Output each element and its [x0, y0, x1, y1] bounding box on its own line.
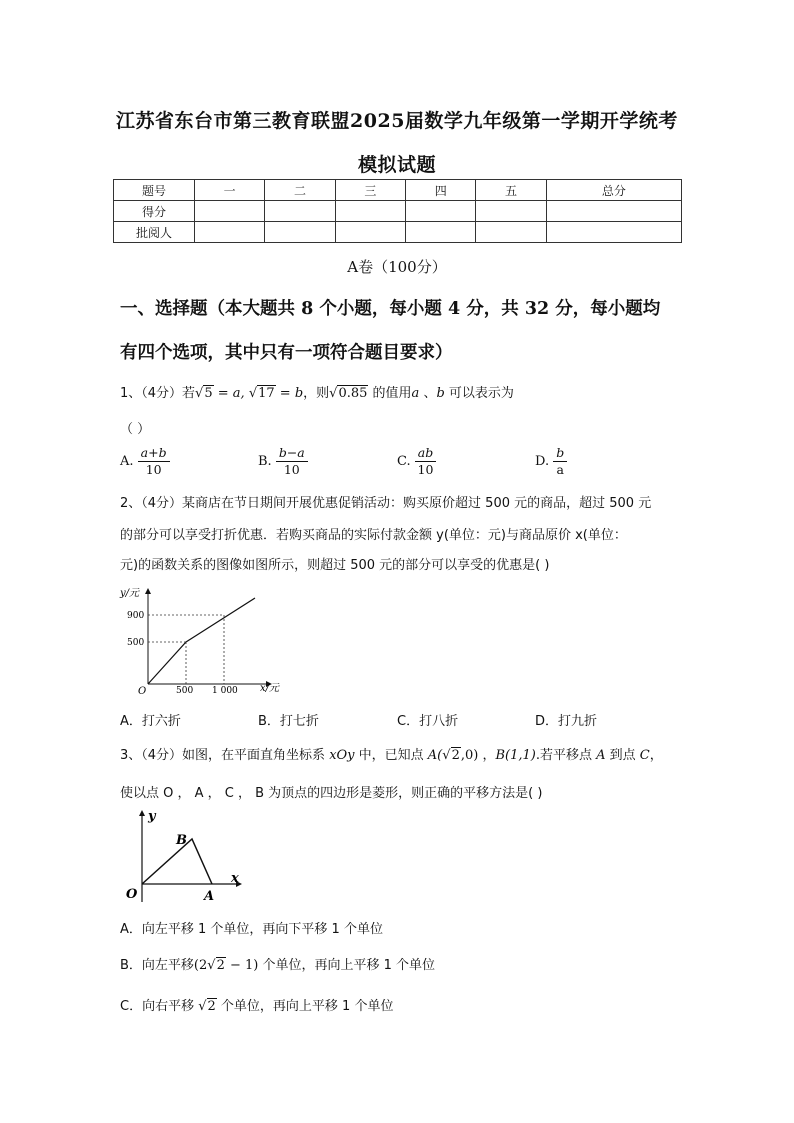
q1-option-b[interactable]: B. $\frac{b-a}{10}$	[258, 445, 308, 478]
reviewer-cell[interactable]	[476, 222, 546, 243]
header-cell: 总分	[546, 180, 681, 201]
part1-heading-line2: 有四个选项，其中只有一项符合题目要求）	[120, 343, 453, 363]
point-b-label: B	[176, 833, 187, 848]
header-cell: 四	[406, 180, 476, 201]
part1-heading-line1: 一、选择题（本大题共 8 个小题，每小题 4 分，共 32 分，每小题均	[120, 299, 661, 319]
q2-function-graph	[118, 584, 298, 696]
reviewer-cell[interactable]	[335, 222, 405, 243]
y-axis-arrow	[139, 810, 145, 816]
x-axis-label: x/元	[260, 683, 280, 694]
q1-option-a[interactable]: A. $\frac{a+b}{10}$	[120, 445, 170, 478]
reviewer-cell[interactable]	[265, 222, 335, 243]
question-2-stem-line2: 的部分可以享受打折优惠．若购买商品的实际付款金额 y(单位：元)与商品原价 x(单位：	[120, 528, 627, 543]
score-cell[interactable]	[195, 201, 265, 222]
q3-option-a[interactable]: A．向左平移 1 个单位，再向下平移 1 个单位	[120, 922, 383, 937]
question-2-stem-line1: 2、（4分）某商店在节日期间开展优惠促销活动：购买原价超过 500 元的商品，超过 500 元	[120, 496, 652, 511]
score-cell[interactable]	[335, 201, 405, 222]
score-cell[interactable]	[476, 201, 546, 222]
reviewer-cell[interactable]	[546, 222, 681, 243]
y-tick-label: 900	[127, 611, 145, 621]
score-cell[interactable]	[546, 201, 681, 222]
header-cell: 二	[265, 180, 335, 201]
x-tick-label: 500	[176, 686, 194, 696]
score-cell[interactable]	[265, 201, 335, 222]
score-cell[interactable]	[406, 201, 476, 222]
x-tick-label: 1 000	[212, 686, 238, 696]
header-cell: 五	[476, 180, 546, 201]
header-cell: 三	[335, 180, 405, 201]
reviewer-cell[interactable]	[195, 222, 265, 243]
q2-option-a[interactable]: A．打六折	[120, 714, 181, 729]
y-label: y	[148, 809, 156, 824]
question-2-stem-line3: 元)的函数关系的图像如图所示，则超过 500 元的部分可以享受的优惠是( )	[120, 558, 550, 573]
fraction: $\frac{b}{a}$	[553, 445, 567, 478]
y-tick-label: 500	[127, 638, 145, 648]
question-3-stem-line1: 3、（4分）如图，在平面直角坐标系 xOy 中，已知点 A(√2,0) ，B(1,1).若平移点 A 到点 C，	[120, 748, 663, 763]
header-cell: 一	[195, 180, 265, 201]
question-1-stem: 1、（4分）若√5 = a, √17 = b，则√0.85 的值用a 、b 可以表示为	[120, 386, 514, 401]
x-label: x	[231, 871, 239, 886]
document-title-line1: 江苏省东台市第三教育联盟2025届数学九年级第一学期开学统考	[116, 110, 678, 132]
q2-option-b[interactable]: B．打七折	[258, 714, 319, 729]
q3-option-c[interactable]: C．向右平移 √2 个单位，再向上平移 1 个单位	[120, 999, 394, 1014]
row-label: 批阅人	[114, 222, 195, 243]
function-line	[148, 598, 255, 684]
y-axis-arrow	[145, 588, 151, 594]
fraction: $\frac{a+b}{10}$	[138, 445, 170, 478]
score-row	[114, 201, 682, 222]
question-3-stem-line2: 使以点 O ， A ， C ， B 为顶点的四边形是菱形，则正确的平移方法是( )	[120, 786, 543, 801]
reviewer-cell[interactable]	[406, 222, 476, 243]
header-cell: 题号	[114, 180, 195, 201]
score-table	[113, 179, 682, 243]
point-a-label: A	[204, 889, 215, 904]
y-axis-label: y/元	[120, 588, 140, 599]
q1-option-d[interactable]: D. $\frac{b}{a}$	[535, 445, 567, 478]
q3-option-b[interactable]: B．向左平移(2√2 − 1) 个单位，再向上平移 1 个单位	[120, 958, 436, 973]
question-1-answer-paren: （ ）	[120, 422, 151, 437]
q1-option-c[interactable]: C. $\frac{ab}{10}$	[397, 445, 436, 478]
fraction: $\frac{b-a}{10}$	[276, 445, 308, 478]
row-label: 得分	[114, 201, 195, 222]
score-table-header-row	[114, 180, 682, 201]
document-title-line2: 模拟试题	[357, 154, 436, 176]
volume-heading: A卷（100分）	[347, 258, 447, 276]
fraction: $\frac{ab}{10}$	[415, 445, 436, 478]
q2-option-d[interactable]: D．打九折	[535, 714, 598, 729]
origin-label: O	[138, 686, 147, 696]
q3-coordinate-figure	[118, 806, 248, 906]
reviewer-row	[114, 222, 682, 243]
q2-option-c[interactable]: C．打八折	[397, 714, 459, 729]
origin-label: O	[126, 887, 138, 902]
